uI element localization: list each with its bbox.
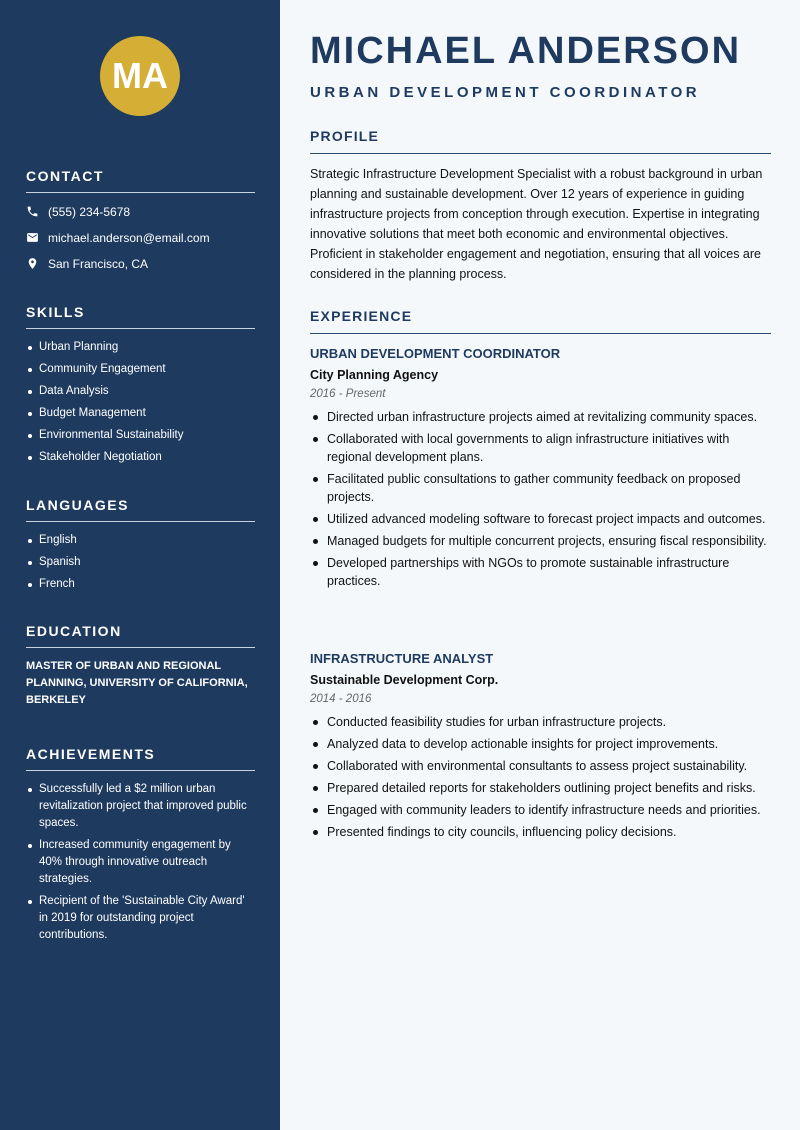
- experience-title: EXPERIENCE: [310, 308, 771, 334]
- list-item: Analyzed data to develop actionable insights for project improvements.: [310, 735, 771, 753]
- list-item: Budget Management: [26, 405, 255, 422]
- list-item: Community Engagement: [26, 361, 255, 378]
- list-item: Engaged with community leaders to identify infrastructure needs and priorities.: [310, 801, 771, 819]
- avatar: MA: [100, 36, 180, 116]
- achievements-title: ACHIEVEMENTS: [26, 746, 255, 771]
- list-item: Increased community engagement by 40% through innovative outreach strategies.: [26, 837, 255, 888]
- list-item: Spanish: [26, 554, 255, 571]
- list-item: English: [26, 532, 255, 549]
- list-item: Prepared detailed reports for stakeholders outlining project benefits and risks.: [310, 779, 771, 797]
- languages-title: LANGUAGES: [26, 497, 255, 522]
- list-item: Developed partnerships with NGOs to promote sustainable infrastructure practices.: [310, 554, 771, 590]
- sidebar: [0, 0, 280, 1130]
- contact-section: [26, 168, 255, 271]
- profile-section: [310, 128, 771, 284]
- education-title: EDUCATION: [26, 623, 255, 648]
- contact-title: CONTACT: [26, 168, 255, 193]
- profile-title: PROFILE: [310, 128, 771, 154]
- contact-location-text: San Francisco, CA: [48, 256, 149, 271]
- skills-list: [26, 339, 255, 466]
- list-item: Directed urban infrastructure projects aimed at revitalizing community spaces.: [310, 408, 771, 426]
- job-title: URBAN DEVELOPMENT COORDINATOR: [310, 346, 561, 361]
- candidate-name: MICHAEL ANDERSON: [310, 30, 742, 72]
- languages-section: [26, 497, 255, 598]
- achievements-list: [26, 781, 255, 944]
- contact-phone-text[interactable]: (555) 234-5678: [48, 204, 131, 219]
- list-item: Collaborated with local governments to align infrastructure initiatives with regional development plans.: [310, 430, 771, 466]
- contact-email-text[interactable]: michael.anderson@email.com: [48, 230, 210, 245]
- education-section: [26, 623, 255, 709]
- list-item: Presented findings to city councils, influencing policy decisions.: [310, 823, 771, 841]
- list-item: Conducted feasibility studies for urban infrastructure projects.: [310, 713, 771, 731]
- email-icon: [26, 231, 39, 244]
- list-item: Recipient of the 'Sustainable City Award' in 2019 for outstanding project contributions.: [26, 893, 255, 944]
- list-item: Data Analysis: [26, 383, 255, 400]
- list-item: Facilitated public consultations to gather community feedback on proposed projects.: [310, 470, 771, 506]
- languages-list: [26, 532, 255, 593]
- location-pin-icon: [26, 257, 39, 270]
- list-item: Collaborated with environmental consultants to assess project sustainability.: [310, 757, 771, 775]
- job-1: [310, 346, 771, 594]
- contact-email: [26, 230, 255, 245]
- job-dates: 2016 - Present: [310, 388, 386, 400]
- list-item: Stakeholder Negotiation: [26, 449, 255, 466]
- job-company: Sustainable Development Corp.: [310, 673, 499, 687]
- phone-icon: [26, 205, 39, 218]
- contact-phone: [26, 204, 255, 219]
- job-duties: [310, 408, 771, 590]
- list-item: Utilized advanced modeling software to forecast project impacts and outcomes.: [310, 510, 771, 528]
- job-duties: [310, 713, 771, 841]
- list-item: Environmental Sustainability: [26, 427, 255, 444]
- main-content: [280, 0, 800, 1130]
- skills-title: SKILLS: [26, 304, 255, 329]
- list-item: Managed budgets for multiple concurrent projects, ensuring fiscal responsibility.: [310, 532, 771, 550]
- job-2: [310, 651, 771, 845]
- list-item: French: [26, 576, 255, 593]
- job-dates: 2014 - 2016: [310, 693, 372, 705]
- job-title: INFRASTRUCTURE ANALYST: [310, 651, 494, 666]
- profile-text: Strategic Infrastructure Development Specialist with a robust background in urban planning and sustainable development. Over 12 years of experience in guiding infrastructure projects from conception through execution. Expertise in integrating innovative solutions that meet both economic and environmental objectives. Proficient in stakeholder engagement and negotiation, ensuring that all voices are considered in the planning process.: [310, 167, 763, 281]
- education-degree: MASTER OF URBAN AND REGIONAL PLANNING, UNIVERSITY OF CALIFORNIA, BERKELEY: [26, 660, 248, 706]
- skills-section: [26, 304, 255, 471]
- candidate-role: URBAN DEVELOPMENT COORDINATOR: [310, 84, 701, 101]
- job-company: City Planning Agency: [310, 368, 439, 382]
- contact-location: [26, 256, 255, 271]
- achievements-section: [26, 746, 255, 949]
- list-item: Urban Planning: [26, 339, 255, 356]
- list-item: Successfully led a $2 million urban revitalization project that improved public spaces.: [26, 781, 255, 832]
- experience-section: [310, 308, 771, 334]
